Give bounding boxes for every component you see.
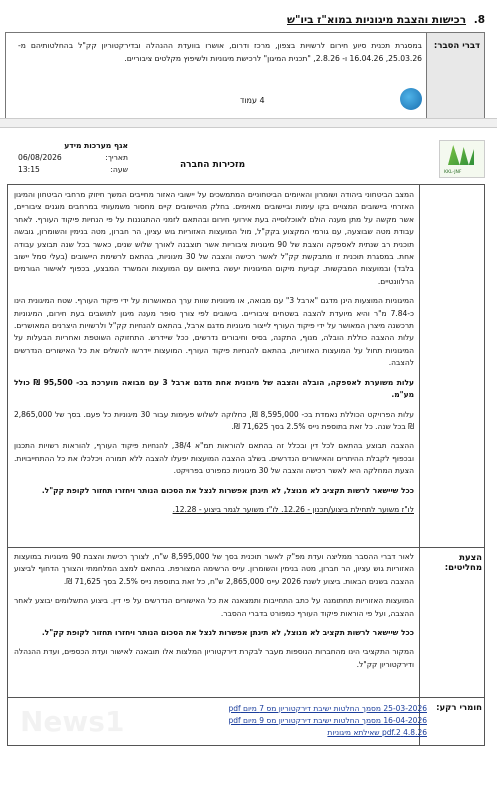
date-value: 06/08/2026 bbox=[18, 153, 62, 162]
attachment-link[interactable]: 25-03-2026 מסמך החלטות ישיבת דירקטוריון מס 7 מיום pdf bbox=[228, 704, 427, 713]
paragraph: ככל שיישאר לרשות תקציב לא מנוצל, לא תינתן אפשרות לנצל את הסכום הנותר ויחזרו תחזור לקופת קק"ל. bbox=[41, 628, 414, 638]
page-number: 4 עמוד bbox=[240, 96, 265, 105]
department-name: אגף מערכות מידע bbox=[64, 141, 128, 150]
decision-table bbox=[7, 184, 485, 746]
page-separator bbox=[0, 118, 497, 128]
explanation-body bbox=[14, 189, 414, 523]
paragraph: המצב הביטחוני ביהודה ושומרון והאיומים הביטחוניים המתמשכים על יישובי האזור מחייבים המשך חיזוק מרחבי הביטחון והמיגון האזרחי ביישובים המצויים בקו עימות וביישובים מאוימים. בחלק מהיישובים קיים מחסור משמעותי במרחבים מוגנים ציבוריים, אשר מקשה על מתן מענה הולם לאוכלוסייה בעת אירועי חירום ובהתאם לזמני ההתגוננות על פי הנחיות פיקוד העורף. לאחר עבודת מטה שבוצעה, עם גורמי המקצוע בקק"ל, מול המועצות האזוריות גוש עציון, הר חברון, מטה בנימין והשומרון, גובשה תוכנית רב שנתית לאספקה והצבת של 90 מיגוניות ציבוריות אשר תוצבנה לאורך שלוש שנים, כאשר בכל שנה תבוצע עבודה אחת. במסגרת תוכנית זו מתבקשת קק"ל לאשר רכישה והצבה של 30 מיגוניות, בהתאם לרשימת היישובים (בעלי סמל יישוב בלבד) ובמועצות המבקשות. קביעת מיקום המיגוניות יעשה בתיאום עם המועצות והמשרד המבצע, בכפוף לאישור הגורמים הרלוונטיים. bbox=[14, 190, 414, 286]
time-value: 13:15 bbox=[18, 165, 40, 174]
explanation-label: דברי הסבר: bbox=[426, 33, 484, 119]
row-divider bbox=[8, 547, 484, 548]
attachment-link[interactable]: 16-04-2026 מסמך החלטות ישיבת דירקטוריון מס 9 מיום pdf bbox=[228, 716, 427, 725]
attachments-label: חומרי רקע: bbox=[436, 703, 482, 713]
paragraph: לאור דברי ההסבר ממליצה ועדת מפ"ק לאשר תוכנית בסך של 8,595,000 ש"ח, לצורך רכישת והצבת 90 מיגוניות במועצות האזוריות גוש עציון, הר חברון, מטה בנימין והשומרון. עייס הרשימה המצורפת. בהתאם למצב המלחמתי והצורך הדחוף לביצוע ההצבה בשנים הבאות. ביצוע לשנת 2026 עייס 2,865,000 ש"ח, כל זאת בתוספת נייס 2.5% בסך 71,625 ₪. bbox=[14, 552, 415, 586]
paragraph: ההצבה תבוצע בהתאם לכל דין ובכלל זה בהתאם להוראות תמ"א 38/4, להנחיות פיקוד העורף, להוראות רשויות התכנון ובכפוף לקבלת ההיתרים והאישורים הנדרשים. בשלב ההצבה המועצות יפעלו להצבה ללא תמורה ויכלכלו את כל ההתחייבויות. הצעת המחלקה היא לאשר רכישה והצבה של 30 מיגוניות כמפורט בפרויקט. bbox=[14, 441, 414, 476]
watermark: News1 bbox=[20, 705, 125, 738]
row-divider bbox=[8, 697, 484, 698]
column-divider bbox=[419, 185, 420, 745]
paragraph: המקור התקציבי הינו מהחברות הנוספות מעבר לבקרת דירקטוריון המלצות אלו תובאנה לאישור ועדת הכספים, ועדת ההנהלה ודירקטוריון קק"ל. bbox=[14, 647, 414, 669]
paragraph: עלות משוערת לאספקה, הובלה והצבה של מיגונית אחת מדגם ארבל 3 עם מבואה מוערכת בכ- 95,500 ₪ כולל מע"מ. bbox=[14, 377, 415, 400]
kkl-logo bbox=[439, 140, 485, 178]
section-title: רכישות והצבת מיגוניות במוא"ז ביו"ש bbox=[286, 14, 467, 26]
paragraph: עלות הפרויקט הכוללת נאמדת בכ- 8,595,000 ₪, כחלוקה לשלוש פעימות עבור 30 מיגוניות כל פעם. בסך של 2,865,000 ₪ בכל שנה. כל זאת בתוספת נייס 2.5% בסך 71,625 ₪. bbox=[14, 409, 414, 431]
globe-icon bbox=[400, 88, 422, 110]
time-label: שעה: bbox=[110, 165, 128, 174]
attachment-link[interactable]: 4.8.26 pdf.2 שאילתא מיגוניות bbox=[327, 728, 427, 737]
date-label: תאריך: bbox=[105, 153, 128, 162]
document-meta bbox=[18, 140, 128, 176]
page-title: מזכירות החברה bbox=[180, 160, 246, 170]
leaf-icon bbox=[448, 145, 474, 165]
paragraph: המועצות האזוריות תחתומנה על כתב התחייבות ותמצאנה את כל האישורים הנדרשים על פי דין. ביצוע התשלומים יבוצע לאחר ההצבה, ועל פי הוראות פיקוד העורף כמפורט בדברי ההסבר. bbox=[14, 596, 414, 618]
section-heading bbox=[5, 14, 485, 26]
paragraph: לו"ז משוער לתחילת ביצוע/תכנון - 12.26. לו"ז משוער לגמר ביצוע - 12.28. bbox=[172, 504, 414, 514]
logo-text: KKL-JNF bbox=[444, 170, 462, 175]
time-row bbox=[18, 164, 128, 176]
paragraph: ככל שיישאר לרשות תקציב לא מנוצל, לא תינתן אפשרות לנצל את הסכום הנותר ויחזרו תחזור לקופת קק"ל. bbox=[41, 485, 414, 495]
proposal-body bbox=[14, 551, 414, 678]
explanation-text: במסגרת תכנית סיוע חירום לרשויות בצפון, מרכז ודרום, אושרו בוועדת ההנהלה ובדירקטוריון קק"ל בהחלטותיהם מ- 25.03.26, 16.04.26 ו- 2.8.26, "תכנית המיגון" לרכישת מיגוניות ולשיפוץ מקלטים ציבוריים. bbox=[18, 41, 422, 63]
paragraph: המיגוניות המוצעות הינן מדגם "ארבל 3" עם מבואה, או מיגוניות שוות ערך המאושרות על ידי פיקוד העורף. שטח המיגונית הינו כ-7.84 מ"ר והיא מיועדת להצבה בשטחים ציבוריים. בישובים לפי צורך סופר מענה מיגון לתושבים בעת חירום, המיגוניות תרכשנה מיצרן המאושר על ידי פיקוד העורף לייצור מיגוניות מדגם ארבל, בהתאם להנחיות קק"ל ולרשויות היצרנים המאושרים. עלות ההצבה כוללת הובלה, מנוף, התקנה, בסיס וחיבורים נדרשים, ככל שיידרש. התחזוקה השוטפת ואחריות הבעלות על המיגוניות תחול על המועצות האזוריות, בהתאם להנחיות פיקוד העורף. המועצות יידרשו להשלים את כל האישורים הנדרשים להצבה. bbox=[14, 296, 414, 368]
section-number: 8. bbox=[473, 14, 485, 26]
date-row bbox=[18, 152, 128, 164]
proposal-label: הצעת מחליטים: bbox=[444, 553, 482, 573]
